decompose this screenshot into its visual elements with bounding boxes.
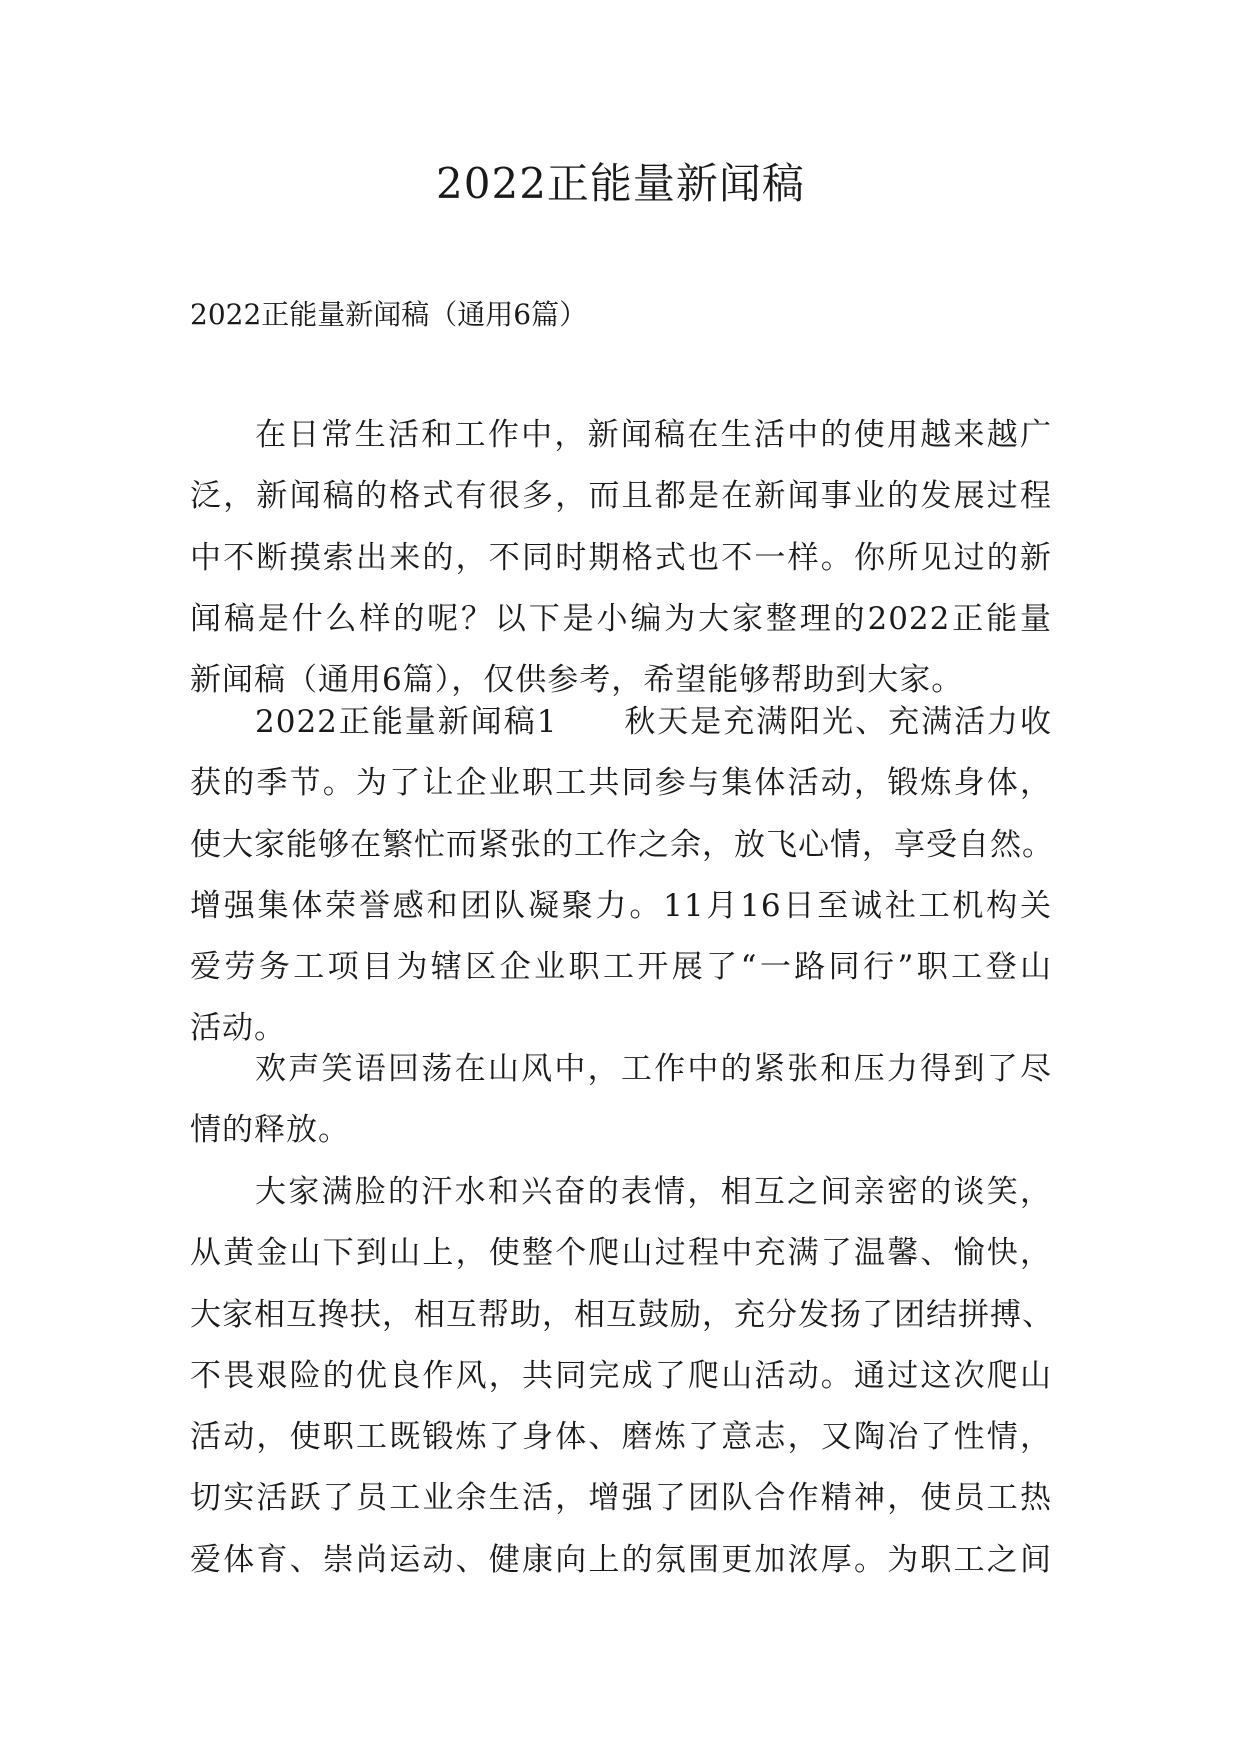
paragraph-line: 从黄金山下到山上，使整个爬山过程中充满了温馨、愉快， [190,1235,1052,1272]
paragraph-line: 大家相互搀扶，相互帮助，相互鼓励，充分发扬了团结拼搏、 [190,1296,1054,1333]
paragraph-line: 爱劳务工项目为辖区企业职工开展了“一路同行”职工登山 [190,949,1052,986]
paragraph-line: 切实活跃了员工业余生活，增强了团队合作精神，使员工热 [190,1480,1052,1517]
paragraph-line: 活动，使职工既锻炼了身体、磨炼了意志，又陶冶了性情， [190,1419,1052,1456]
document-title: 2022正能量新闻稿 [436,159,805,208]
paragraph-line: 大家满脸的汗水和兴奋的表情，相互之间亲密的谈笑， [255,1174,1052,1210]
paragraph-climbing [190,1162,1052,1591]
paragraph-laughter [190,1039,1052,1162]
paragraph-line: 在日常生活和工作中，新闻稿在生活中的使用越来越广 [255,417,1052,453]
paragraph-intro [190,405,1052,711]
paragraph-line: 泛，新闻稿的格式有很多，而且都是在新闻事业的发展过程 [190,478,1052,515]
paragraph-article-1 [190,692,1052,1060]
paragraph-line: 获的季节。为了让企业职工共同参与集体活动，锻炼身体， [190,765,1052,802]
paragraph-line: 爱体育、崇尚运动、健康向上的氛围更加浓厚。为职工之间 [190,1541,1052,1578]
paragraph-line: 活动。 [190,1010,286,1047]
paragraph-line: 闻稿是什么样的呢？以下是小编为大家整理的2022正能量 [190,600,1052,637]
document-subtitle: 2022正能量新闻稿（通用6篇） [190,298,588,331]
paragraph-line: 增强集体荣誉感和团队凝聚力。11月16日至诚社工机构关 [190,887,1052,924]
paragraph-line: 欢声笑语回荡在山风中，工作中的紧张和压力得到了尽 [255,1051,1052,1087]
paragraph-line: 情的释放。 [190,1112,350,1149]
paragraph-line: 2022正能量新闻稿1 秋天是充满阳光、充满活力收 [255,704,1052,740]
paragraph-line: 中不断摸索出来的，不同时期格式也不一样。你所见过的新 [190,539,1052,576]
paragraph-line: 使大家能够在繁忙而紧张的工作之余，放飞心情，享受自然。 [190,826,1054,863]
paragraph-line: 不畏艰险的优良作风，共同完成了爬山活动。通过这次爬山 [190,1357,1052,1394]
paragraph-line: 新闻稿（通用6篇），仅供参考，希望能够帮助到大家。 [190,662,964,699]
